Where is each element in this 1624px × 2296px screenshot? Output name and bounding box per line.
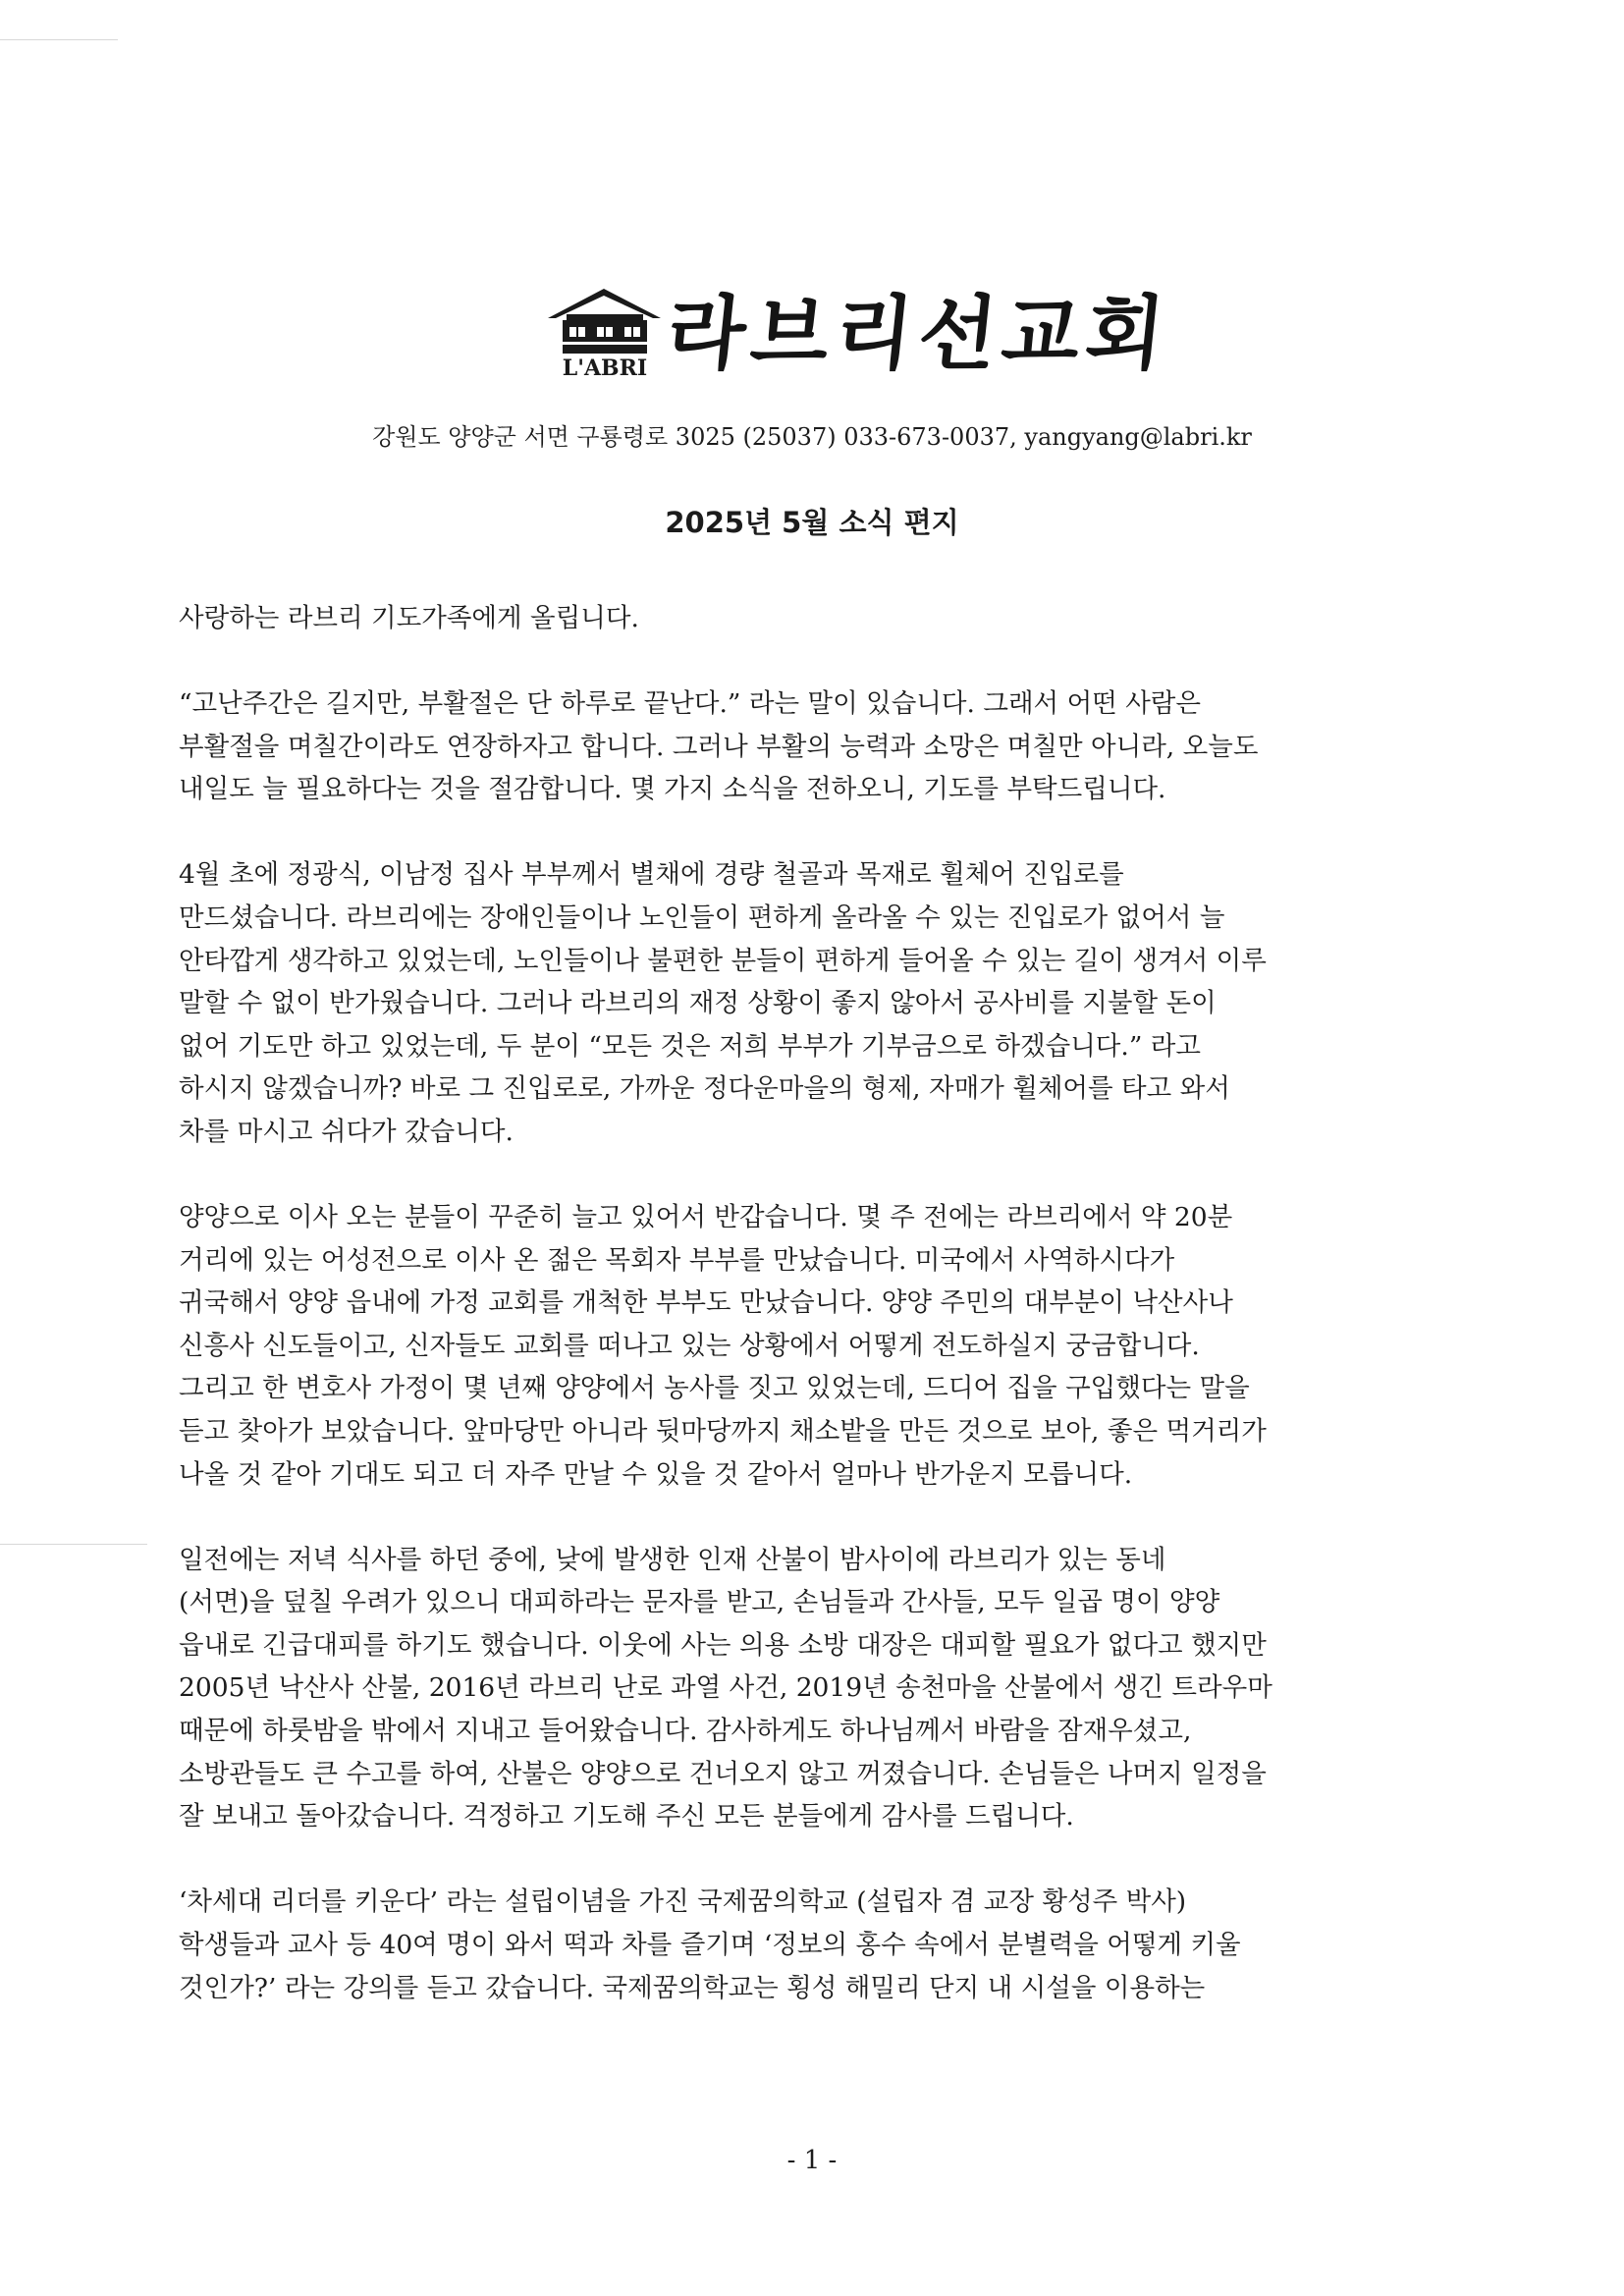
paragraph-line: (서면)을 덮칠 우려가 있으니 대피하라는 문자를 받고, 손님들과 간사들, 모두 일곱 명이 양양 <box>179 1587 1220 1618</box>
paragraph-line: 양양으로 이사 오는 분들이 꾸준히 늘고 있어서 반갑습니다. 몇 주 전에는 라브리에서 약 20분 <box>179 1202 1233 1233</box>
paragraph-line: 나올 것 같아 기대도 되고 더 자주 만날 수 있을 것 같아서 얼마나 반가운지 모릅니다. <box>179 1458 1133 1490</box>
paragraph-line: 말할 수 없이 반가웠습니다. 그러나 라브리의 재정 상황이 좋지 않아서 공사비를 지불할 돈이 <box>179 988 1217 1019</box>
paragraph-wheelchair-ramp <box>179 853 1445 1153</box>
paragraph-line: 잘 보내고 돌아갔습니다. 걱정하고 기도해 주신 모든 분들에게 감사를 드립니다. <box>179 1801 1074 1832</box>
paragraph-line: 거리에 있는 어성전으로 이사 온 젊은 목회자 부부를 만났습니다. 미국에서 사역하시다가 <box>179 1244 1175 1276</box>
paragraph-line: 4월 초에 정광식, 이남정 집사 부부께서 별채에 경량 철골과 목재로 휠체어 진입로를 <box>179 859 1124 891</box>
paragraph-line: 그리고 한 변호사 가정이 몇 년째 양양에서 농사를 짓고 있었는데, 드디어 집을 구입했다는 말을 <box>179 1373 1250 1404</box>
paragraph-line: 2005년 낙산사 산불, 2016년 라브리 난로 과열 사건, 2019년 송천마을 산불에서 생긴 트라우마 <box>179 1672 1272 1704</box>
paragraph-easter <box>179 683 1445 811</box>
paragraph-line: 듣고 찾아가 보았습니다. 앞마당만 아니라 뒷마당까지 채소밭을 만든 것으로 보아, 좋은 먹거리가 <box>179 1416 1267 1447</box>
scan-artifact-line <box>0 1544 147 1545</box>
paragraph-line: “고난주간은 길지만, 부활절은 단 하루로 끝난다.” 라는 말이 있습니다. 그래서 어떤 사람은 <box>179 688 1201 720</box>
paragraph-wildfire-evacuation <box>179 1539 1445 1838</box>
page-number: - 1 - <box>786 2146 838 2175</box>
paragraph-new-neighbors <box>179 1196 1445 1496</box>
paragraph-line: 없어 기도만 하고 있었는데, 두 분이 “모든 것은 저희 부부가 기부금으로 하겠습니다.” 라고 <box>179 1030 1201 1062</box>
paragraph-line: 안타깝게 생각하고 있었는데, 노인들이나 불편한 분들이 편하게 들어올 수 있는 길이 생겨서 이루 <box>179 945 1267 976</box>
paragraph-dream-school <box>179 1881 1445 2009</box>
paragraph-line: 학생들과 교사 등 40여 명이 와서 떡과 차를 즐기며 ‘정보의 홍수 속에서 분별력을 어떻게 키울 <box>179 1929 1241 1960</box>
paragraph-line: 읍내로 긴급대피를 하기도 했습니다. 이웃에 사는 의용 소방 대장은 대피할 필요가 없다고 했지만 <box>179 1629 1267 1661</box>
greeting-line: 사랑하는 라브리 기도가족에게 올립니다. <box>179 603 639 633</box>
labri-house-logo <box>543 285 671 379</box>
paragraph-line: 차를 마시고 쉬다가 갔습니다. <box>179 1116 514 1147</box>
logo-text: L'ABRI <box>562 355 648 379</box>
paragraph-line: 소방관들도 큰 수고를 하여, 산불은 양양으로 건너오지 않고 꺼졌습니다. 손님들은 나머지 일정을 <box>179 1758 1267 1789</box>
greeting <box>179 597 1445 640</box>
letterhead <box>0 285 1624 393</box>
letter-title: 2025년 5월 소식 편지 <box>665 506 959 539</box>
paragraph-line: 신흥사 신도들이고, 신자들도 교회를 떠나고 있는 상황에서 어떻게 전도하실지 궁금합니다. <box>179 1330 1200 1361</box>
paragraph-line: ‘차세대 리더를 키운다’ 라는 설립이념을 가진 국제꿈의학교 (설립자 겸 교장 황성주 박사) <box>179 1886 1187 1918</box>
paragraph-line: 일전에는 저녁 식사를 하던 중에, 낮에 발생한 인재 산불이 밤사이에 라브리가 있는 동네 <box>179 1544 1166 1575</box>
scan-artifact-line <box>0 39 118 40</box>
paragraph-line: 하시지 않겠습니까? 바로 그 진입로로, 가까운 정다운마을의 형제, 자매가 휠체어를 타고 와서 <box>179 1073 1230 1105</box>
organization-name: 라브리선교회 <box>662 287 1175 381</box>
paragraph-line: 때문에 하룻밤을 밖에서 지내고 들어왔습니다. 감사하게도 하나님께서 바람을 잠재우셨고, <box>179 1716 1192 1747</box>
paragraph-line: 부활절을 며칠간이라도 연장하자고 합니다. 그러나 부활의 능력과 소망은 며칠만 아니라, 오늘도 <box>179 731 1259 762</box>
paragraph-line: 내일도 늘 필요하다는 것을 절감합니다. 몇 가지 소식을 전하오니, 기도를 부탁드립니다. <box>179 774 1166 805</box>
contact-address: 강원도 양양군 서면 구룡령로 3025 (25037) 033-673-0037, yangyang@labri.kr <box>372 423 1252 451</box>
paragraph-line: 만드셨습니다. 라브리에는 장애인들이나 노인들이 편하게 올라올 수 있는 진입로가 없어서 늘 <box>179 902 1225 933</box>
paragraph-line: 것인가?’ 라는 강의를 듣고 갔습니다. 국제꿈의학교는 횡성 해밀리 단지 내 시설을 이용하는 <box>179 1972 1206 2003</box>
letter-body <box>179 597 1445 2052</box>
paragraph-line: 귀국해서 양양 읍내에 가정 교회를 개척한 부부도 만났습니다. 양양 주민의 대부분이 낙산사나 <box>179 1287 1233 1319</box>
